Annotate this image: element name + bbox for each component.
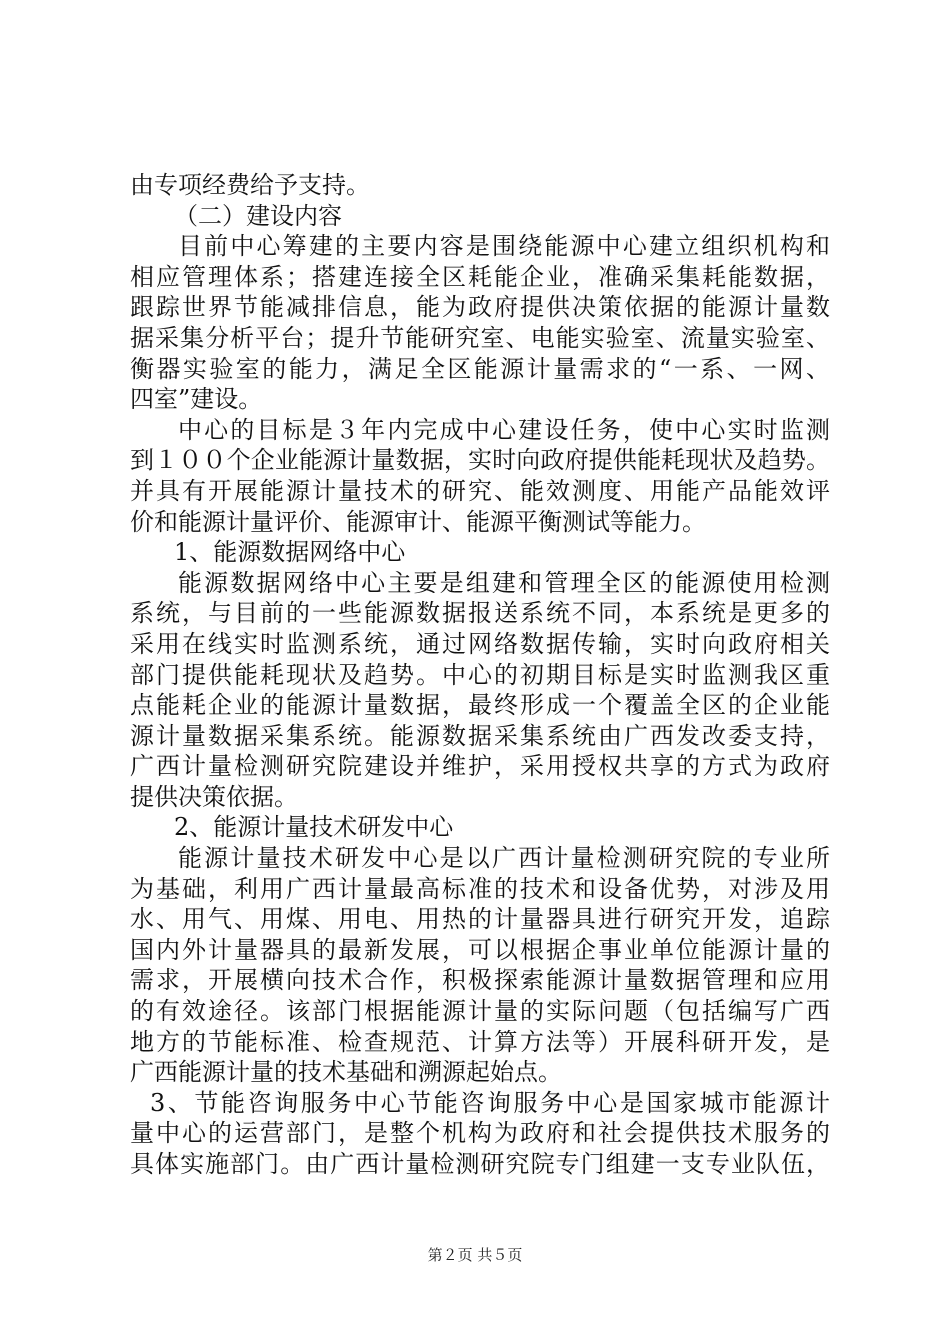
- paragraph-line: 为基础，利用广西计量最高标准的技术和设备优势，对涉及用: [130, 874, 830, 903]
- paragraph-line: 跟踪世界节能减排信息，能为政府提供决策依据的能源计量数: [130, 293, 830, 322]
- section-heading: （二）建设内容: [174, 201, 342, 230]
- paragraph-line: 由专项经费给予支持。: [130, 171, 370, 199]
- document-body: [130, 170, 830, 1180]
- paragraph-line: 据采集分析平台；提升节能研究室、电能实验室、流量实验室、: [130, 323, 830, 352]
- paragraph-line: 广西能源计量的技术基础和溯源起始点。: [130, 1058, 562, 1087]
- paragraph-line: 国内外计量器具的最新发展，可以根据企事业单位能源计量的: [130, 935, 830, 964]
- paragraph-line: 的有效途径。该部门根据能源计量的实际问题（包括编写广西: [130, 997, 830, 1026]
- paragraph-line: 目前中心筹建的主要内容是围绕能源中心建立组织机构和: [178, 232, 830, 261]
- paragraph-line: 具体实施部门。由广西计量检测研究院专门组建一支专业队伍，: [130, 1150, 830, 1178]
- paragraph-line: 四室”建设。: [130, 385, 263, 414]
- paragraph-line: 量中心的运营部门，是整个机构为政府和社会提供技术服务的: [130, 1119, 830, 1148]
- paragraph-line: 到１００个企业能源计量数据，实时向政府提供能耗现状及趋势。: [130, 446, 830, 475]
- paragraph-line: 衡器实验室的能力，满足全区能源计量需求的“一系、一网、: [130, 354, 830, 383]
- paragraph-line: 广西计量检测研究院建设并维护，采用授权共享的方式为政府: [130, 752, 830, 781]
- paragraph-line: 中心的目标是３年内完成中心建设任务，使中心实时监测: [178, 415, 830, 444]
- paragraph-line: 提供决策依据。: [130, 782, 298, 811]
- page-number-footer: 第２页 共５页: [427, 1246, 523, 1264]
- paragraph-line: 并具有开展能源计量技术的研究、能效测度、用能产品能效评: [130, 476, 830, 505]
- paragraph-line: 采用在线实时监测系统，通过网络数据传输，实时向政府相关: [130, 629, 830, 658]
- paragraph-line: 需求，开展横向技术合作，积极探索能源计量数据管理和应用: [130, 966, 830, 995]
- paragraph-line: 价和能源计量评价、能源审计、能源平衡测试等能力。: [130, 507, 706, 536]
- subsection-heading: 2、能源计量技术研发中心: [174, 813, 454, 842]
- subsection-heading: 3、节能咨询服务中心节能咨询服务中心是国家城市能源计: [150, 1088, 830, 1117]
- paragraph-line: 系统，与目前的一些能源数据报送系统不同，本系统是更多的: [130, 599, 830, 628]
- paragraph-line: 能源数据网络中心主要是组建和管理全区的能源使用检测: [178, 568, 830, 597]
- paragraph-line: 地方的节能标准、检查规范、计算方法等）开展科研开发，是: [130, 1027, 830, 1056]
- paragraph-line: 相应管理体系；搭建连接全区耗能企业，准确采集耗能数据，: [130, 262, 830, 291]
- subsection-heading: 1、能源数据网络中心: [174, 538, 406, 567]
- paragraph-line: 能源计量技术研发中心是以广西计量检测研究院的专业所: [178, 844, 830, 873]
- paragraph-line: 水、用气、用煤、用电、用热的计量器具进行研究开发，追踪: [130, 905, 830, 934]
- paragraph-line: 源计量数据采集系统。能源数据采集系统由广西发改委支持，: [130, 721, 830, 750]
- paragraph-line: 点能耗企业的能源计量数据，最终形成一个覆盖全区的企业能: [130, 691, 830, 720]
- paragraph-line: 部门提供能耗现状及趋势。中心的初期目标是实时监测我区重: [130, 660, 830, 689]
